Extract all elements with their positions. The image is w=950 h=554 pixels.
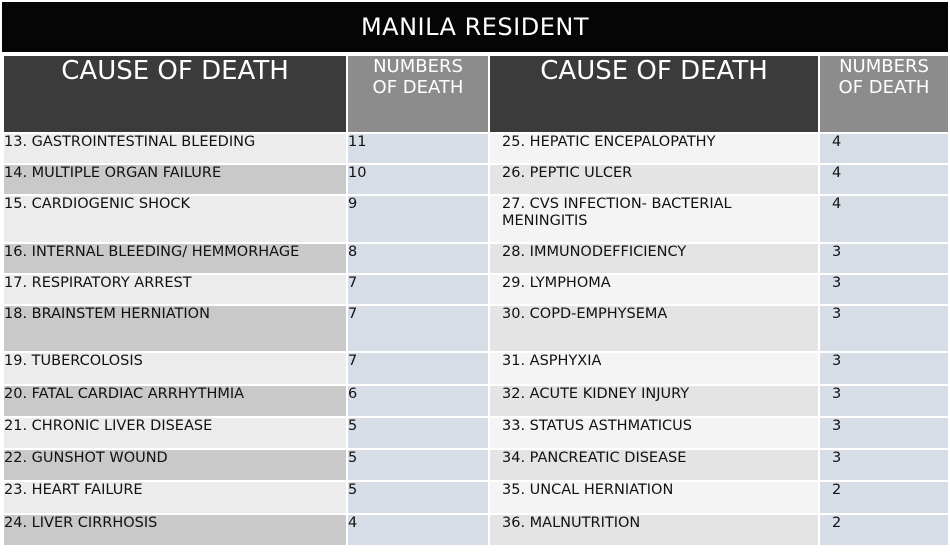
left-number-cell: 5 [347, 449, 489, 481]
table-row [3, 133, 949, 164]
left-number-cell: 7 [347, 274, 489, 305]
right-number-cell: 3 [819, 449, 949, 481]
right-number-cell: 3 [819, 274, 949, 305]
left-cause-cell: 21. CHRONIC LIVER DISEASE [3, 417, 347, 449]
left-cause-cell: 20. FATAL CARDIAC ARRHYTHMIA [3, 385, 347, 417]
right-cause-cell: 32. ACUTE KIDNEY INJURY [489, 385, 819, 417]
numbers-header-line1: NUMBERS [839, 56, 929, 77]
header-row [3, 55, 949, 133]
table-body [3, 133, 949, 546]
right-cause-cell: 26. PEPTIC ULCER [489, 164, 819, 195]
left-cause-cell: 24. LIVER CIRRHOSIS [3, 514, 347, 546]
table-row [3, 164, 949, 195]
left-cause-cell: 13. GASTROINTESTINAL BLEEDING [3, 133, 347, 164]
right-cause-cell: 29. LYMPHOMA [489, 274, 819, 305]
left-number-cell: 9 [347, 195, 489, 243]
numbers-header-right [819, 55, 949, 133]
right-number-cell: 2 [819, 481, 949, 514]
right-cause-cell: 27. CVS INFECTION- BACTERIAL MENINGITIS [489, 195, 819, 243]
left-number-cell: 8 [347, 243, 489, 274]
right-cause-cell: 28. IMMUNODEFFICIENCY [489, 243, 819, 274]
right-number-cell: 3 [819, 352, 949, 385]
right-number-cell: 3 [819, 417, 949, 449]
left-number-cell: 11 [347, 133, 489, 164]
right-cause-cell: 36. MALNUTRITION [489, 514, 819, 546]
right-cause-cell: 33. STATUS ASTHMATICUS [489, 417, 819, 449]
right-number-cell: 3 [819, 305, 949, 352]
left-number-cell: 5 [347, 417, 489, 449]
left-cause-cell: 18. BRAINSTEM HERNIATION [3, 305, 347, 352]
numbers-header-line2: OF DEATH [372, 77, 464, 98]
right-cause-cell: 30. COPD-EMPHYSEMA [489, 305, 819, 352]
left-number-cell: 7 [347, 352, 489, 385]
left-cause-cell: 15. CARDIOGENIC SHOCK [3, 195, 347, 243]
table-row [3, 195, 949, 243]
left-cause-cell: 19. TUBERCOLOSIS [3, 352, 347, 385]
table-row [3, 305, 949, 352]
cause-header-left: CAUSE OF DEATH [3, 55, 347, 133]
table-row [3, 449, 949, 481]
right-number-cell: 3 [819, 243, 949, 274]
right-cause-cell: 31. ASPHYXIA [489, 352, 819, 385]
left-number-cell: 6 [347, 385, 489, 417]
left-number-cell: 5 [347, 481, 489, 514]
right-number-cell: 2 [819, 514, 949, 546]
numbers-header-left [347, 55, 489, 133]
right-cause-cell: 35. UNCAL HERNIATION [489, 481, 819, 514]
left-cause-cell: 17. RESPIRATORY ARREST [3, 274, 347, 305]
left-cause-cell: 16. INTERNAL BLEEDING/ HEMMORHAGE [3, 243, 347, 274]
table-row [3, 417, 949, 449]
left-cause-cell: 23. HEART FAILURE [3, 481, 347, 514]
table-title: MANILA RESIDENT [2, 2, 948, 52]
left-number-cell: 4 [347, 514, 489, 546]
table-row [3, 514, 949, 546]
table-row [3, 274, 949, 305]
right-number-cell: 4 [819, 133, 949, 164]
cause-header-right: CAUSE OF DEATH [489, 55, 819, 133]
cause-of-death-table [2, 54, 950, 547]
table-row [3, 243, 949, 274]
left-number-cell: 10 [347, 164, 489, 195]
right-number-cell: 3 [819, 385, 949, 417]
right-number-cell: 4 [819, 164, 949, 195]
right-cause-cell: 25. HEPATIC ENCEPALOPATHY [489, 133, 819, 164]
right-number-cell: 4 [819, 195, 949, 243]
numbers-header-line1: NUMBERS [373, 56, 463, 77]
left-number-cell: 7 [347, 305, 489, 352]
right-cause-cell: 34. PANCREATIC DISEASE [489, 449, 819, 481]
table-row [3, 352, 949, 385]
table-row [3, 481, 949, 514]
numbers-header-line2: OF DEATH [838, 77, 930, 98]
left-cause-cell: 14. MULTIPLE ORGAN FAILURE [3, 164, 347, 195]
table-row [3, 385, 949, 417]
left-cause-cell: 22. GUNSHOT WOUND [3, 449, 347, 481]
